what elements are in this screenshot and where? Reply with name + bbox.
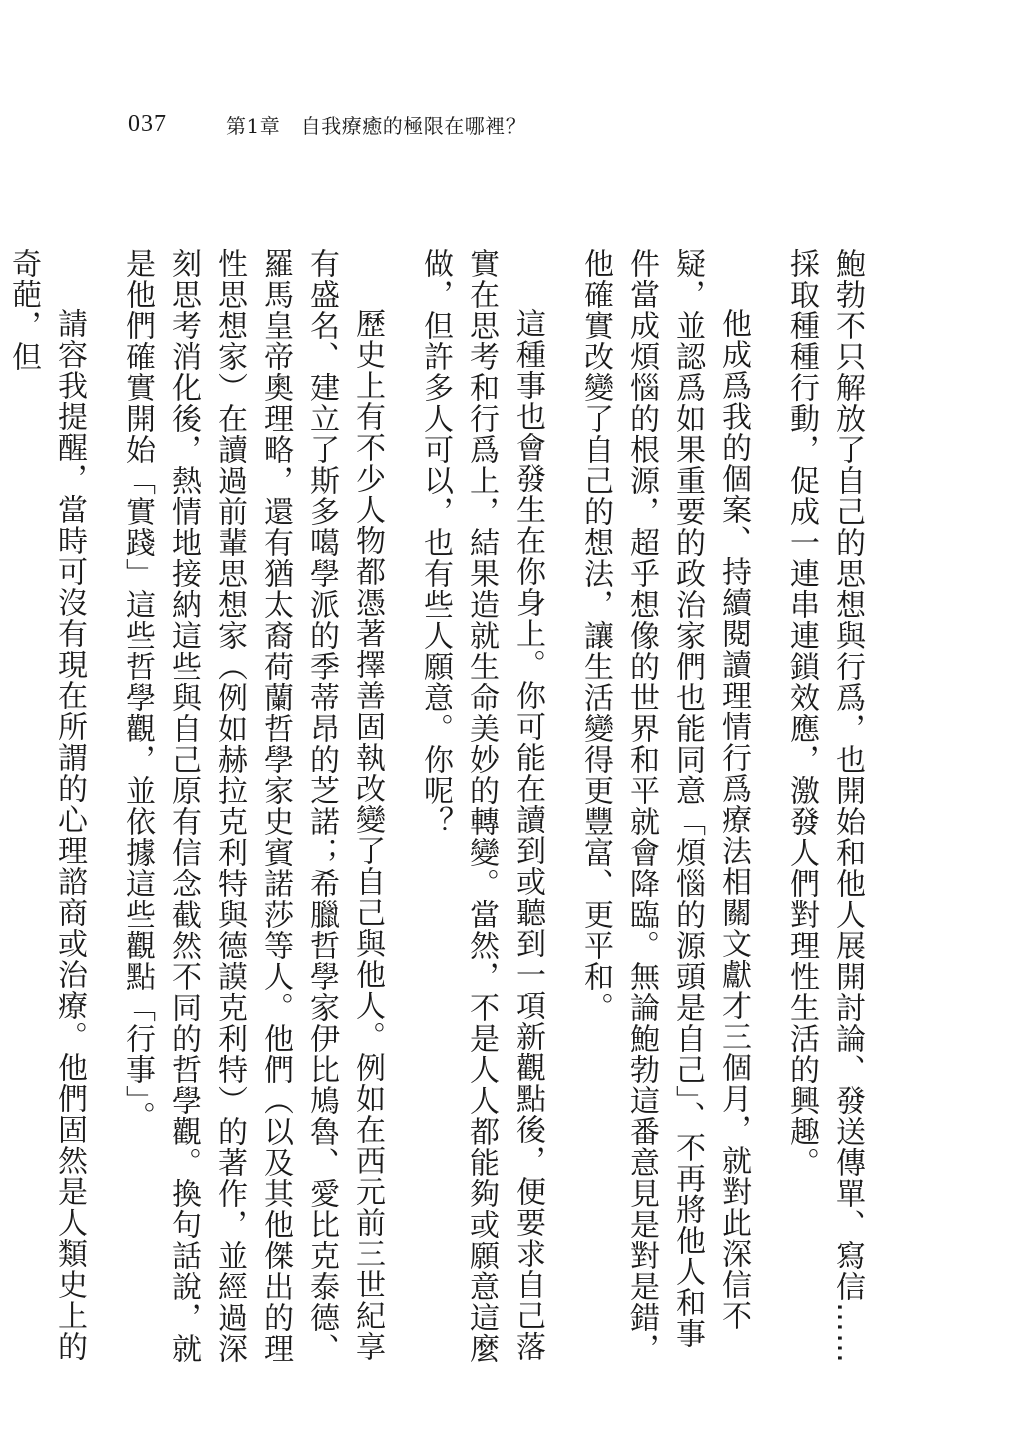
chapter-title: 第1章 自我療癒的極限在哪裡？ bbox=[226, 113, 527, 138]
paragraph-4: 歷史上有不少人物都憑著擇善固執改變了自己與他人。例如在西元前三世紀享有盛名、建立了斯多噶學派的季蒂昂的芝諾；希臘哲學家伊比鳩魯、愛比克泰德、羅馬皇帝奧理略，還有猶太裔荷蘭哲學家史賓諾莎等人。他們（以及其他傑出的理性思想家）在讀過前輩思想家（例如赫拉克利特與德謨克利特）的著作，並經過深刻思考消化後，熱情地接納這些與自己原有信念截然不同的哲學觀。換句話說，就是他們確實開始「實踐」這些哲學觀，並依據這些觀點「行事」。 bbox=[120, 248, 385, 1364]
paragraph-2: 他成爲我的個案、持續閱讀理情行爲療法相關文獻才三個月，就對此深信不疑，並認爲如果重要的政治家們也能同意「煩惱的源頭是自己」、不再將他人和事件當成煩惱的根源，超乎想像的世界和平就會降臨。無論鮑勃這番意見是對是錯，他確實改變了自己的想法，讓生活變得更豐富、更平和。 bbox=[578, 248, 751, 1364]
page-number: 037 bbox=[128, 110, 167, 137]
page-header bbox=[128, 104, 526, 144]
paragraph-1: 鮑勃不只解放了自己的思想與行爲，也開始和他人展開討論、發送傳單、寫信……採取種種行動，促成一連串連鎖效應，激發人們對理性生活的興趣。 bbox=[784, 248, 865, 1364]
paragraph-3: 這種事也會發生在你身上。你可能在讀到或聽到一項新觀點後，便要求自己落實在思考和行爲上，結果造就生命美妙的轉變。當然，不是人人都能夠或願意這麼做，但許多人可以，也有些人願意。你呢？ bbox=[418, 248, 545, 1364]
body-text bbox=[6, 248, 870, 1373]
paragraph-5: 請容我提醒，當時可沒有現在所謂的心理諮商或治療。他們固然是人類史上的奇葩，但 bbox=[6, 248, 87, 1362]
